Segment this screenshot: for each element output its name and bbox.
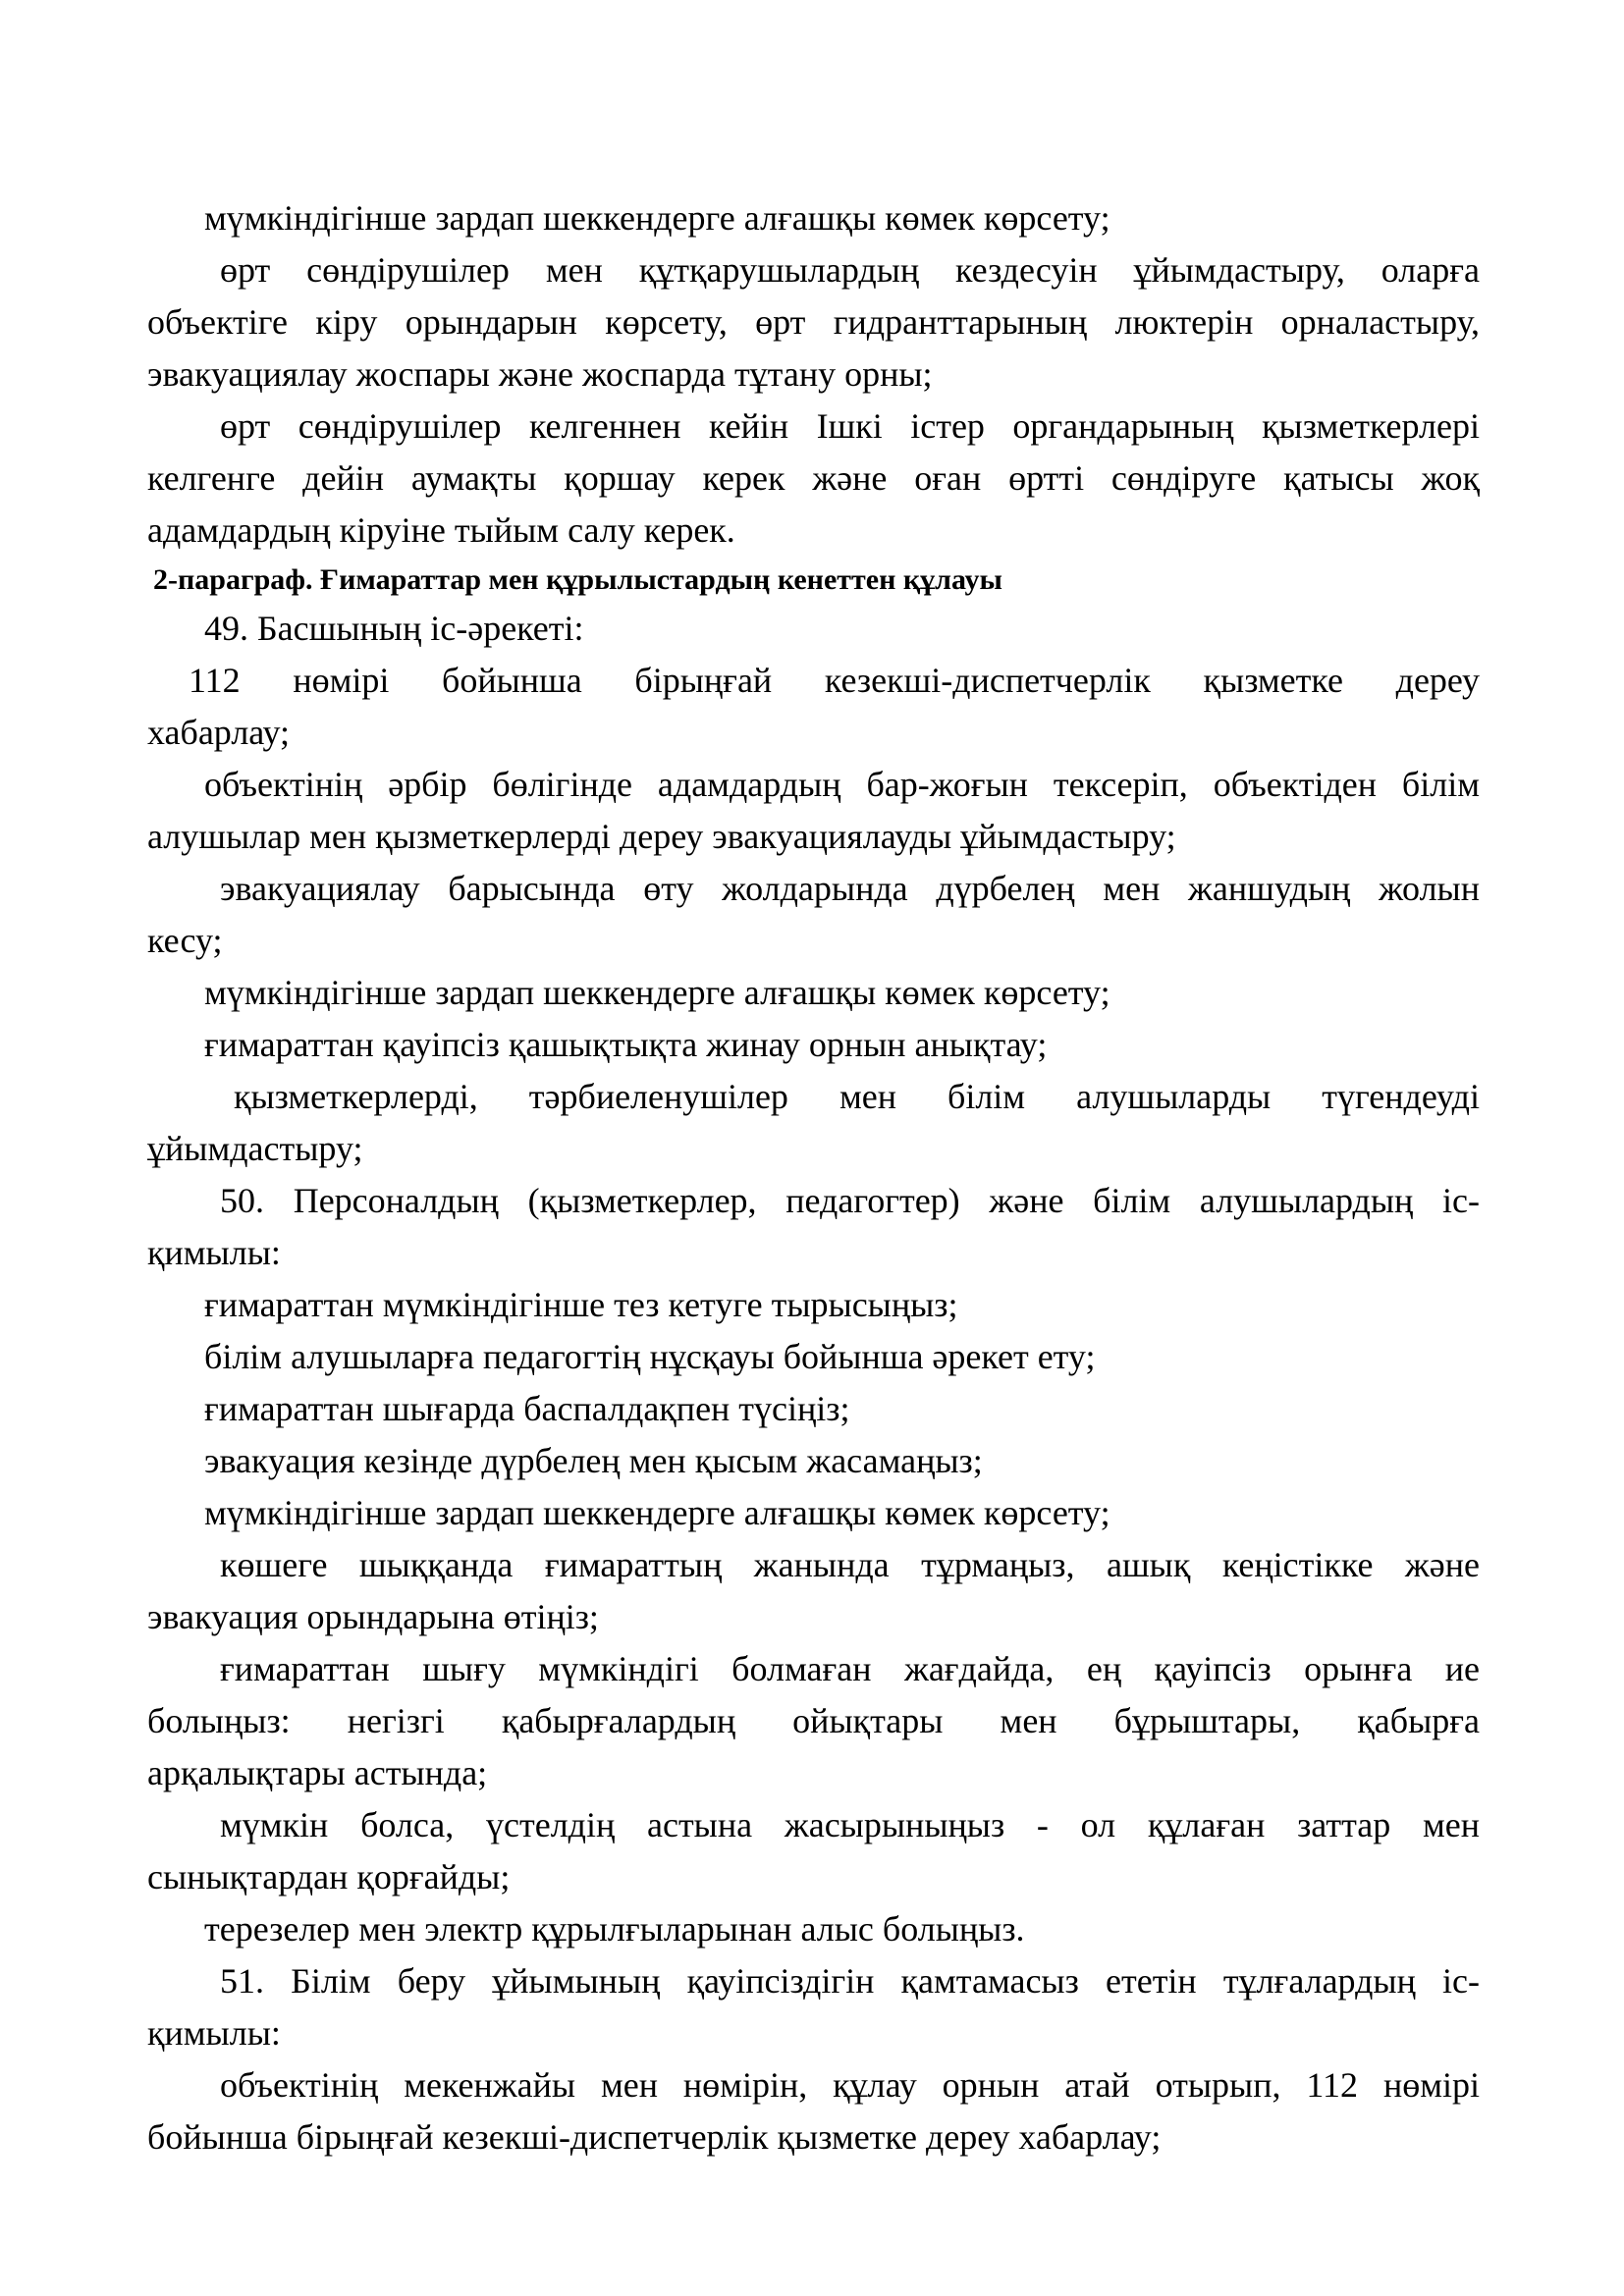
text-line: келгенге дейін аумақты қоршау керек және оған өртті сөндіруге қатысы жоқ [147,458,1480,498]
text-line: объектінің мекенжайы мен нөмірін, құлау орнын атай отырып, 112 нөмірі [220,2065,1480,2105]
paragraph [147,1071,1480,1175]
text-line: 49. Басшының іс-әрекеті: [204,609,584,648]
text-line: эвакуация кезінде дүрбелең мен қысым жасамаңыз; [204,1441,983,1480]
text-line: өрт сөндірушілер келгеннен кейін Ішкі істер органдарының қызметкерлері [220,406,1480,446]
paragraph [147,1175,1480,1279]
text-line: мүмкіндігінше зардап шеккендерге алғашқы көмек көрсету; [204,973,1110,1012]
section-heading [147,557,1480,603]
paragraph [147,1487,1480,1539]
paragraph [147,1955,1480,2059]
text-line: 50. Персоналдың (қызметкерлер, педагогтер) және білім алушылардың іс- [220,1181,1480,1220]
text-line: арқалықтары астында; [147,1753,488,1792]
document-body [147,192,1480,2163]
paragraph [147,1019,1480,1071]
text-line: білім алушыларға педагогтің нұсқауы бойынша әрекет ету; [204,1337,1096,1376]
paragraph [147,1331,1480,1383]
paragraph [147,400,1480,557]
paragraph [147,1799,1480,1903]
text-line: 51. Білім беру ұйымының қауіпсіздігін қамтамасыз ететін тұлғалардың іс- [220,1961,1480,2001]
text-line: алушылар мен қызметкерлерді дереу эвакуациялауды ұйымдастыру; [147,817,1176,856]
paragraph [147,603,1480,655]
text-line: эвакуациялау барысында өту жолдарында дүрбелең мен жаншудың жолын [220,869,1480,908]
text-line: кесу; [147,921,223,960]
text-line: объектіге кіру орындарын көрсету, өрт гидранттарының люктерін орналастыру, [147,302,1480,342]
paragraph [147,1539,1480,1643]
paragraph [147,759,1480,863]
text-line: ғимараттан шығу мүмкіндігі болмаған жағдайда, ең қауіпсіз орынға ие [220,1649,1480,1688]
text-line: адамдардың кіруіне тыйым салу керек. [147,510,735,550]
text-line: ұйымдастыру; [147,1129,363,1168]
text-line: мүмкіндігінше зардап шеккендерге алғашқы көмек көрсету; [204,198,1110,238]
text-line: хабарлау; [147,713,290,752]
text-line: терезелер мен электр құрылғыларынан алыс болыңыз. [204,1909,1025,1949]
paragraph [147,967,1480,1019]
paragraph [147,1279,1480,1331]
text-line: эвакуациялау жоспары және жоспарда тұтану орны; [147,354,933,394]
text-line: қимылы: [147,1233,281,1272]
paragraph [147,655,1480,759]
text-line: қызметкерлерді, тәрбиеленушілер мен білім алушыларды түгендеуді [234,1077,1480,1116]
text-line: объектінің әрбір бөлігінде адамдардың бар-жоғын тексеріп, объектіден білім [204,765,1480,804]
text-line: ғимараттан қауіпсіз қашықтықта жинау орнын анықтау; [204,1025,1048,1064]
text-line: эвакуация орындарына өтіңіз; [147,1597,599,1636]
paragraph [147,2059,1480,2163]
text-line: мүмкіндігінше зардап шеккендерге алғашқы көмек көрсету; [204,1493,1110,1532]
text-line: сынықтардан қорғайды; [147,1857,511,1896]
paragraph [147,863,1480,967]
paragraph [147,1643,1480,1799]
text-line: ғимараттан шығарда баспалдақпен түсіңіз; [204,1389,850,1428]
paragraph [147,1383,1480,1435]
paragraph [147,244,1480,400]
text-line: ғимараттан мүмкіндігінше тез кетуге тырысыңыз; [204,1285,958,1324]
paragraph [147,1435,1480,1487]
text-line: көшеге шыққанда ғимараттың жанында тұрмаңыз, ашық кеңістікке және [220,1545,1480,1584]
paragraph [147,192,1480,244]
text-line: өрт сөндірушілер мен құтқарушылардың кездесуін ұйымдастыру, оларға [220,250,1480,290]
text-line: бойынша бірыңғай кезекші-диспетчерлік қызметке дереу хабарлау; [147,2117,1162,2157]
text-line: болыңыз: негізгі қабырғалардың ойықтары мен бұрыштары, қабырға [147,1701,1480,1740]
text-line: мүмкін болса, үстелдің астына жасырыныңыз - ол құлаған заттар мен [220,1805,1480,1844]
text-line: 2-параграф. Ғимараттар мен құрылыстардың кенеттен құлауы [153,563,1002,596]
text-line: қимылы: [147,2013,281,2053]
text-line: 112 нөмірі бойынша бірыңғай кезекші-диспетчерлік қызметке дереу [189,661,1480,700]
paragraph [147,1903,1480,1955]
